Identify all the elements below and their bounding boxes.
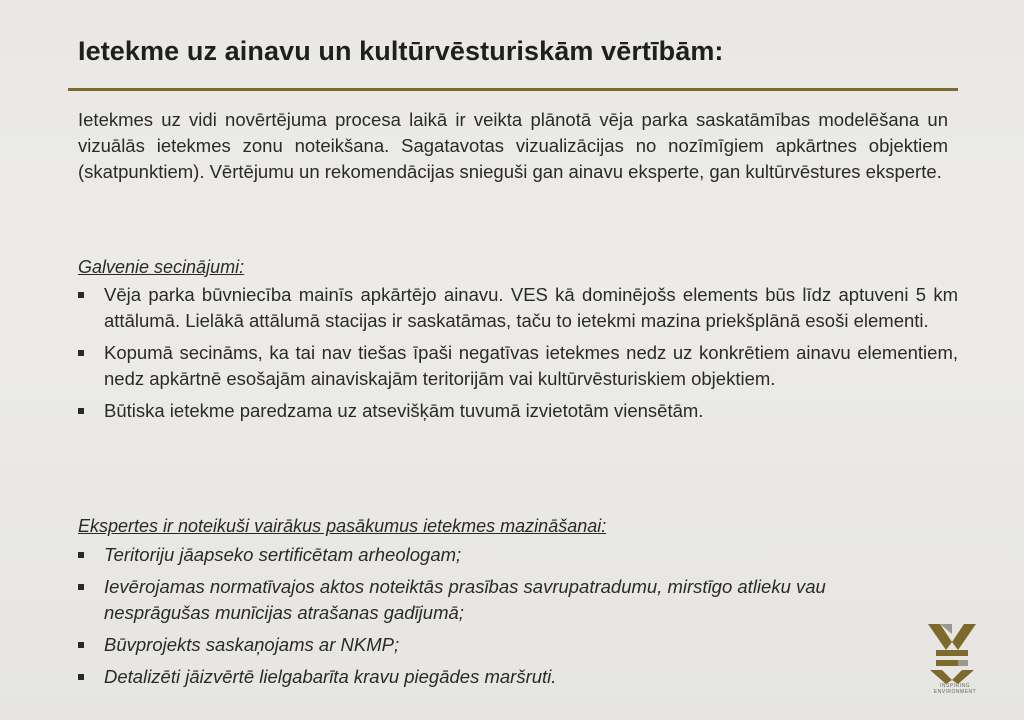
list-item [78, 664, 918, 690]
conclusions-list [78, 282, 958, 430]
list-item [78, 398, 958, 424]
list-item [78, 574, 918, 626]
list-item [78, 542, 918, 568]
bullet-icon [78, 642, 84, 648]
list-item [78, 632, 918, 658]
list-item [78, 340, 958, 392]
measures-heading: Ekspertes ir noteikuši vairākus pasākumus ietekmes mazināšanai: [78, 516, 607, 536]
list-item [78, 282, 958, 334]
slide-title: Ietekme uz ainavu un kultūrvēsturiskām vērtībām: [78, 36, 724, 66]
bullet-icon [78, 408, 84, 414]
intro-paragraph: Ietekmes uz vidi novērtējuma procesa laikā ir veikta plānotā vēja parka saskatāmības modelēšana un vizuālās ietekmes zonu noteikšana. Sagatavotas vizualizācijas no nozīmīgiem apkārtnes objektiem (skatpunktiem). Vērtējumu un rekomendācijas snieguši gan ainavu eksperte, gan kultūrvēstures eksperte. [78, 109, 948, 182]
list-item-text: Teritoriju jāapseko sertificētam arheologam; [104, 544, 462, 565]
measures-list [78, 542, 918, 696]
logo-tagline: INSPIRING ENVIRONMENT [933, 683, 977, 695]
list-item-text: Ievērojamas normatīvajos aktos noteiktās prasības savrupatradumu, mirstīgo atlieku vau nesprāgušas munīcijas atrašanas gadījumā; [104, 576, 826, 623]
bullet-icon [78, 674, 84, 680]
bullet-icon [78, 584, 84, 590]
list-item-text: Detalizēti jāizvērtē lielgabarīta kravu piegādes maršruti. [104, 666, 557, 687]
bullet-icon [78, 552, 84, 558]
bullet-icon [78, 350, 84, 356]
title-divider [68, 88, 958, 91]
bullet-icon [78, 292, 84, 298]
list-item-text: Būtiska ietekme paredzama uz atsevišķām tuvumā izvietotām viensētām. [104, 400, 704, 421]
list-item-text: Vēja parka būvniecība mainīs apkārtējo ainavu. VES kā dominējošs elements būs līdz aptuveni 5 km attālumā. Lielākā attālumā stacijas ir saskatāmas, taču to ietekmi mazina priekšplānā esoši elementi. [104, 284, 958, 331]
list-item-text: Būvprojekts saskaņojams ar NKMP; [104, 634, 400, 655]
conclusions-heading: Galvenie secinājumi: [78, 257, 245, 277]
list-item-text: Kopumā secināms, ka tai nav tiešas īpaši negatīvas ietekmes nedz uz konkrētiem ainavu elementiem, nedz apkārtnē esošajām ainaviskajām teritorijām vai kultūrvēsturiskiem objektiem. [104, 342, 958, 389]
